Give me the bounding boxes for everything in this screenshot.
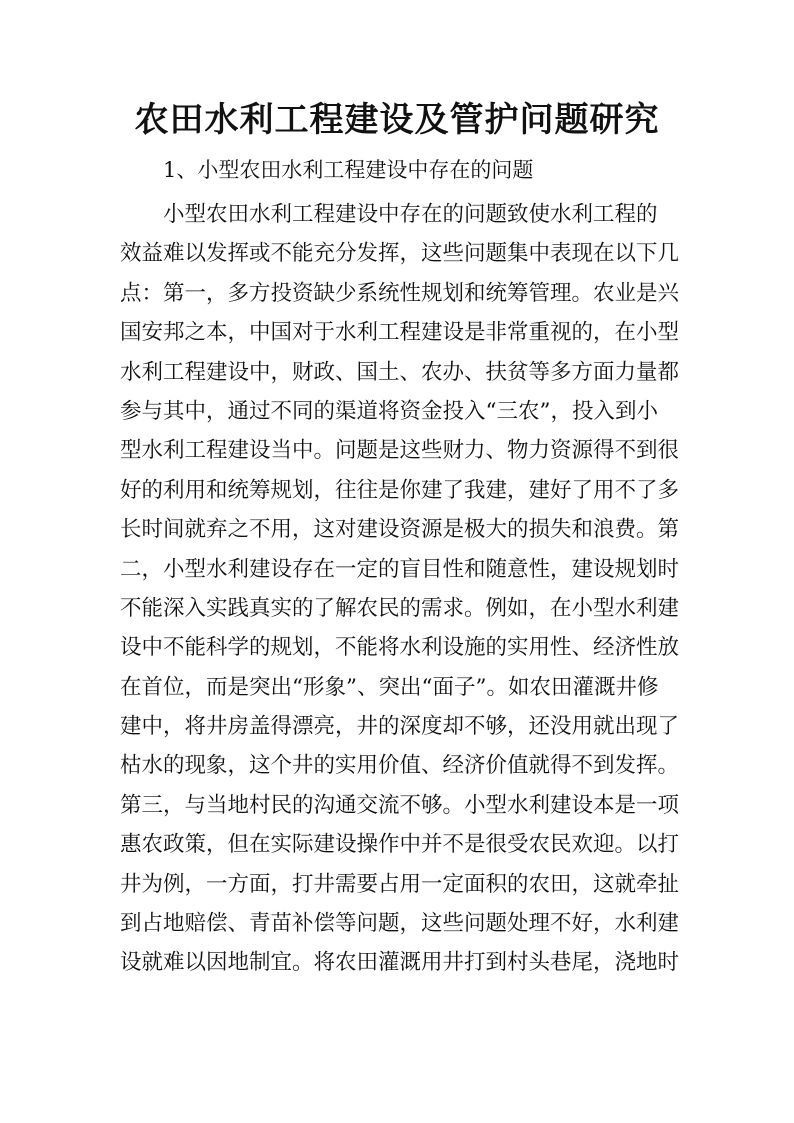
paragraph-line: 建中，将井房盖得漂亮，井的深度却不够，还没用就出现了 <box>120 714 680 740</box>
paragraph-line: 点：第一，多方投资缺少系统性规划和统筹管理。农业是兴 <box>120 280 680 306</box>
section-heading: 1、小型农田水利工程建设中存在的问题 <box>163 158 534 182</box>
paragraph-line: 井为例，一方面，打井需要占用一定面积的农田，这就牵扯 <box>120 871 680 897</box>
paragraph-line: 枯水的现象，这个井的实用价值、经济价值就得不到发挥。 <box>120 753 680 779</box>
body-paragraph <box>120 195 700 983</box>
paragraph-line: 好的利用和统筹规划，往往是你建了我建，建好了用不了多 <box>120 477 680 503</box>
paragraph-line: 二，小型水利建设存在一定的盲目性和随意性，建设规划时 <box>120 556 680 582</box>
paragraph-line: 水利工程建设中，财政、国土、农办、扶贫等多方面力量都 <box>120 359 680 385</box>
document-title: 农田水利工程建设及管护问题研究 <box>134 100 660 140</box>
paragraph-line: 国安邦之本，中国对于水利工程建设是非常重视的，在小型 <box>120 320 680 346</box>
paragraph-line: 参与其中，通过不同的渠道将资金投入“三农”，投入到小 <box>120 398 658 424</box>
paragraph-line: 不能深入实践真实的了解农民的需求。例如，在小型水利建 <box>120 595 680 621</box>
paragraph-line: 惠农政策，但在实际建设操作中并不是很受农民欢迎。以打 <box>120 832 680 858</box>
paragraph-line: 设就难以因地制宜。将农田灌溉用井打到村头巷尾，浇地时 <box>120 950 680 976</box>
paragraph-line: 设中不能科学的规划，不能将水利设施的实用性、经济性放 <box>120 635 680 661</box>
paragraph-line: 在首位，而是突出“形象”、突出“面子”。如农田灌溉井修 <box>120 674 659 700</box>
paragraph-line: 型水利工程建设当中。问题是这些财力、物力资源得不到很 <box>120 438 680 464</box>
paragraph-line: 第三，与当地村民的沟通交流不够。小型水利建设本是一项 <box>120 792 680 818</box>
paragraph-line: 小型农田水利工程建设中存在的问题致使水利工程的 <box>163 202 658 227</box>
paragraph-line: 到占地赔偿、青苗补偿等问题，这些问题处理不好，水利建 <box>120 911 680 937</box>
paragraph-line: 长时间就弃之不用，这对建设资源是极大的损失和浪费。第 <box>120 517 680 543</box>
paragraph-line: 效益难以发挥或不能充分发挥，这些问题集中表现在以下几 <box>120 241 680 267</box>
